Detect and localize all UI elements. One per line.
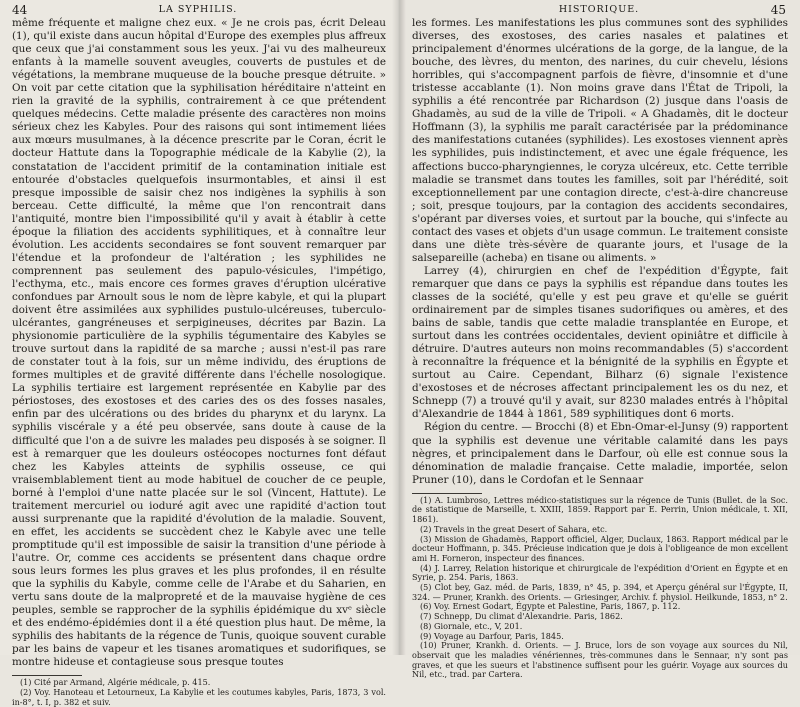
right-footnote: (7) Schnepp, Du climat d'Alexandrie. Paris, 1862. — [420, 611, 623, 622]
right-footnote-rule — [412, 493, 482, 494]
right-footnote: (2) Travels in the great Desert of Sahara, etc. — [420, 523, 608, 534]
right-footnote: (1) A. Lumbroso, Lettres médico-statistiques sur la régence de Tunis (Bullet. de la Soc. de statistique de Marseille, t. XXIII, 1859. Rapport par E. Perrin, Union médicale, t. XII, 1861). — [412, 494, 788, 525]
left-footnote-rule — [12, 675, 82, 676]
left-paragraph: même fréquente et maligne chez eux. « Je ne crois pas, écrit Deleau (1), qu'il existe dans aucun hôpital d'Europe des exemples plus affreux que ceux que j'ai constamment sous les yeux. J'ai vu des malheureux enfants à la mamelle souvent aveugles, couverts de pustules et de végétations, la membrane muqueuse de la bouche presque détruite. » On voit par cette citation que la syphilisation héréditaire n'atteint en rien la gravité de la syphilis, contrairement à ce que prétendent quelques médecins. Cette maladie présente des caractères non moins sérieux chez les Kabyles. Pour des raisons qui sont intimement liées aux mœurs musulmanes, à la décence prescrite par le Coran, écrit le docteur Hattute dans la Topographie médicale de la Kabylie (2), la constatation de l'accident primitif de la contamination initiale est entourée d'obstacles quelquefois insurmontables, et ainsi il est presque impossible de saisir chez nos indigènes la syphilis à son berceau. Cette difficulté, la même que l'on rencontrait dans l'antiquité, montre bien l'impossibilité qu'il y avait à établir à cette époque la filiation des accidents syphilitiques, et à connaître leur évolution. Les accidents secondaires se font souvent remarquer par l'étendue et la profondeur de l'altération ; les syphilides ne comprennent pas seulement des papulo-vésicules, l'impétigo, l'ecthyma, etc., mais encore ces formes graves d'éruption ulcérative confondues par Arnoult sous le nom de lèpre kabyle, et qui la plupart doivent être assimilées aux syphilides pustulo-ulcéreuses, tuberculo-ulcérantes, gangréneuses et serpigineuses, décrites par Bazin. La physionomie particulière de la syphilis tégumentaire des Kabyles se trouve surtout dans la rapidité de sa marche ; aussi n'est-il pas rare de constater tout à la fois, sur un même individu, des éruptions de formes multiples et de gravité différente dans l'échelle nosologique. La syphilis tertiaire est largement représentée en Kabylie par des périostoses, des exostoses et des caries des os des fosses nasales, enfin par des ulcérations ou des brides du pharynx et du larynx. La syphilis viscérale y a été peu observée, sans doute à cause de la difficulté que l'on a de suivre les malades peu disposés à se soigner. Il est à remarquer que les douleurs ostéocopes nocturnes font défaut chez les Kabyles atteints de syphilis osseuse, ce qui vraisemblablement tient au mode habituel de coucher de ce peuple, borné à l'emploi d'une natte placée sur le sol (Vincent, Hattute). Le traitement mercuriel ou ioduré agit avec une rapidité d'action tout aussi surprenante que la rapidité d'évolution de la maladie. Souvent, en effet, les accidents se succèdent chez le Kabyle avec une telle promptitude qu'il est impossible de saisir la transition d'une période à l'autre. Or, comme ces accidents se présentent dans chaque ordre sous leurs formes les plus graves et les plus profondes, il en résulte que la syphilis du Kabyle, comme celle de l'Arabe et du Saharien, en vertu sans doute de la malpropreté et de la mauvaise hygiène de ces peuples, semble se rapprocher de la syphilis épidémique du xvᵉ siècle et des endémo-épidémies dont il a été question plus haut. De même, la syphilis des habitants de la régence de Tunis, quoique souvent curable par les bains de vapeur et les tisanes aromatiques et sudorifiques, se montre hideuse et contagieuse sous presque toutes — [12, 17, 386, 669]
left-page-body — [12, 17, 386, 707]
right-footnote: (8) Giornale, etc., V, 201. — [420, 620, 523, 631]
right-page — [398, 0, 800, 680]
right-footnote: (5) Clot bey, Gaz. méd. de Paris, 1839, n° 45, p. 394, et Aperçu général sur l'Égypte, II, 324. — Pruner, Krankh. des Orients. — Griesinger, Archiv. f. physiol. Heilkunde, 1853, n° 2. — [412, 582, 788, 602]
left-footnote: (2) Voy. Hanoteau et Letourneux, La Kabylie et les coutumes kabyles, Paris, 1873, 3 vol. in-8°, t. I, p. 382 et suiv. — [12, 687, 386, 707]
right-footnote: (4) J. Larrey, Relation historique et chirurgicale de l'expédition d'Orient en Égypte et en Syrie, p. 254. Paris, 1863. — [412, 562, 788, 583]
right-paragraph: Région du centre. — Brocchi (8) et Ebn-Omar-el-Junsy (9) rapportent que la syphilis est devenue une véritable calamité dans les pays nègres, et principalement dans le Darfour, où elle est connue sous la dénomination de maladie française. Cette maladie, importée, selon Pruner (10), dans le Cordofan et le Sennaar — [412, 421, 788, 486]
right-page-header — [412, 3, 786, 17]
left-footnote: (1) Cité par Armand, Algérie médicale, p. 415. — [20, 677, 211, 688]
left-running-head: LA SYPHILIS. — [158, 4, 238, 15]
right-footnote: (10) Pruner, Krankh. d. Orients. — J. Bruce, lors de son voyage aux sources du Nil, observait que les maladies vénériennes, très-communes dans le Sennaar, n'y sont pas graves, et que les sueurs et l'abstinence suffisent pour les guérir. Voyage aux sources du Nil, etc., trad. par Cartera. — [412, 640, 788, 680]
right-running-head: HISTORIQUE. — [558, 4, 640, 15]
left-page-number: 44 — [12, 3, 28, 17]
right-paragraph: les formes. Les manifestations les plus communes sont des syphilides diverses, des exostoses, des caries nasales et palatines et principalement d'énormes ulcérations de la gorge, de la langue, de la bouche, des lèvres, du menton, des narines, du cuir chevelu, lésions horribles, qui s'accompagnent parfois de fièvre, d'insomnie et d'une tristesse accablante (1). Non moins grave dans l'État de Tripoli, la syphilis a été rencontrée par Richardson (2) jusque dans l'oasis de Ghadamès, au sud de la ville de Tripoli. « A Ghadamès, dit le docteur Hoffmann (3), la syphilis me paraît caractérisée par la prédominance des manifestations cutanées (syphilides). Les exostoses viennent après les syphilides, puis indistinctement, et avec une égale fréquence, les affections bucco-pharyngiennes, le coryza ulcéreux, etc. Cette terrible maladie se transmet dans toutes les familles, soit par l'hérédité, soit exceptionnellement par une contagion directe, c'est-à-dire chancreuse ; soit, presque toujours, par la contagion des accidents secondaires, s'opérant par diverses voies, et surtout par la bouche, qui s'infecte au contact des vases et objets d'un usage commun. Le traitement consiste dans une diète très-sévère de quarante jours, et l'usage de la salsepareille (acheba) en tisane ou aliments. » — [412, 17, 788, 264]
right-footnote: (6) Voy. Ernest Godart, Égypte et Palestine, Paris, 1867, p. 112. — [420, 601, 681, 612]
book-gutter-shadow — [392, 0, 406, 655]
right-page-number: 45 — [770, 3, 786, 17]
right-page-body — [412, 17, 788, 680]
right-footnote: (9) Voyage au Darfour, Paris, 1845. — [420, 630, 564, 641]
left-page-header — [12, 3, 384, 17]
right-footnote: (3) Mission de Ghadamès, Rapport officiel, Alger, Duclaux, 1863. Rapport médical par le docteur Hoffmann, p. 345. Précieuse indication que je dois à l'obligeance de mon excellent ami H. Forneron, inspecteur des finances. — [412, 533, 788, 563]
left-page — [0, 0, 398, 707]
right-paragraph: Larrey (4), chirurgien en chef de l'expédition d'Égypte, fait remarquer que dans ce pays la syphilis est répandue dans toutes les classes de la société, qu'elle y est peu grave et qu'elle se guérit ordinairement par de simples tisanes sudorifiques ou amères, et des bains de sable, tandis que cette maladie transplantée en Europe, et surtout dans les contrées occidentales, devient opiniâtre et difficile à détruire. D'autres auteurs non moins recommandables (5) s'accordent à reconnaître la fréquence et la bénignité de la syphilis en Égypte et surtout au Caire. Cependant, Bilharz (6) signale l'existence d'exostoses et de nécroses affectant principalement les os du nez, et Schnepp (7) a trouvé qu'il y avait, sur 8230 malades entrés à l'hôpital d'Alexandrie de 1844 à 1861, 589 syphilitiques dont 6 morts. — [412, 264, 788, 421]
